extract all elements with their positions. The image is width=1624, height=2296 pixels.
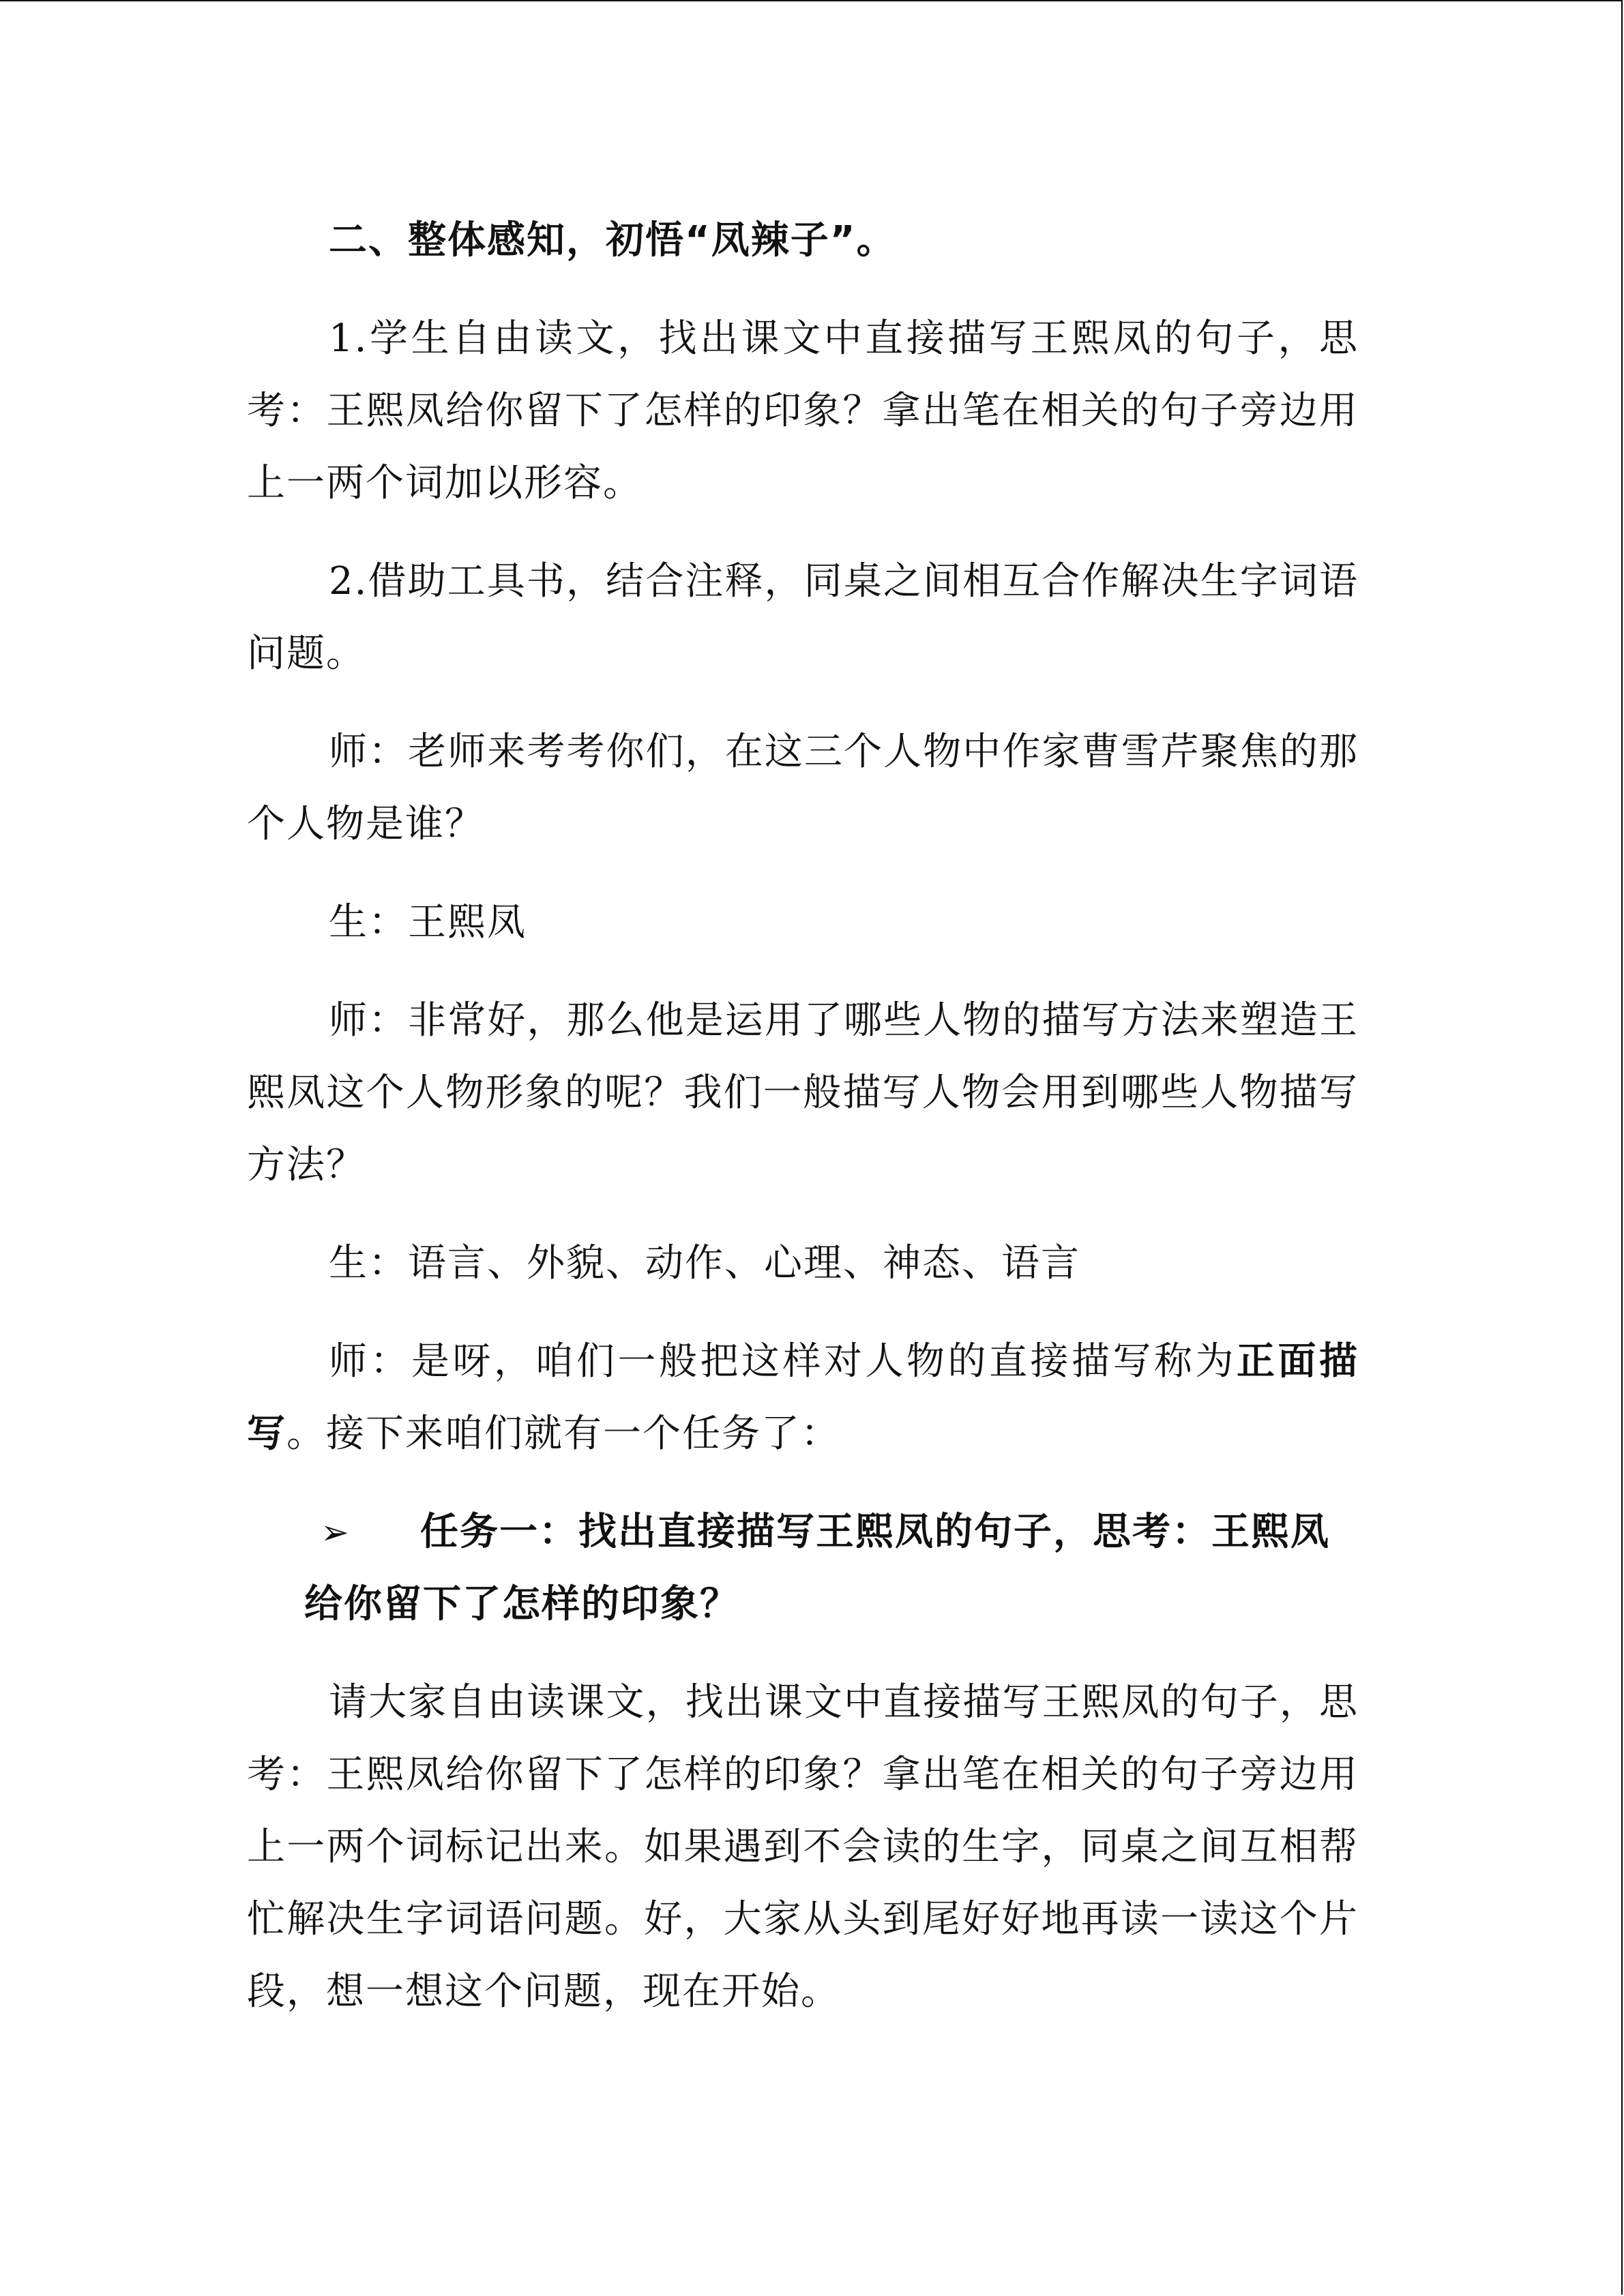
arrow-bullet-icon: ➢ <box>321 1512 351 1552</box>
paragraph-3: 师：老师来考考你们，在这三个人物中作家曹雪芹聚焦的那个人物是谁？ <box>247 730 1359 846</box>
paragraph-5: 师：非常好，那么他是运用了哪些人物的描写方法来塑造王熙凤这个人物形象的呢？我们一般描写人物会用到哪些人物描写方法？ <box>247 998 1359 1187</box>
task-line-2: 给你留下了怎样的印象？ <box>304 1582 739 1626</box>
section-heading: 二、整体感知，初悟“凤辣子”。 <box>329 218 896 263</box>
paragraph-7-tail: 。接下来咱们就有一个任务了： <box>286 1412 840 1456</box>
paragraph-7-lead: 师：是呀，咱们一般把这样对人物的直接描写称为 <box>329 1339 1237 1384</box>
paragraph-8: 请大家自由读课文，找出课文中直接描写王熙凤的句子，思考：王熙凤给你留下了怎样的印象？拿出笔在相关的句子旁边用上一两个词标记出来。如果遇到不会读的生字，同桌之间互相帮忙解决生字词语问题。好，大家从头到尾好好地再读一读这个片段，想一想这个问题，现在开始。 <box>247 1680 1359 2014</box>
task-line-1: 任务一：找出直接描写王熙凤的句子，思考：王熙凤 <box>420 1510 1330 1554</box>
paragraph-6: 生：语言、外貌、动作、心理、神态、语言 <box>329 1241 1080 1285</box>
emphasis-term: 正面描写 <box>247 1339 1359 1456</box>
task-item <box>247 1496 1359 1641</box>
paragraph-4: 生：王熙凤 <box>329 900 527 944</box>
paragraph-2: 2.借助工具书，结合注释，同桌之间相互合作解决生字词语问题。 <box>247 559 1359 676</box>
paragraph-7 <box>247 1326 1359 1470</box>
paragraph-1: 1.学生自由读文，找出课文中直接描写王熙凤的句子，思考：王熙凤给你留下了怎样的印象？拿出笔在相关的句子旁边用上一两个词加以形容。 <box>247 316 1359 505</box>
document-body <box>247 205 1359 2054</box>
